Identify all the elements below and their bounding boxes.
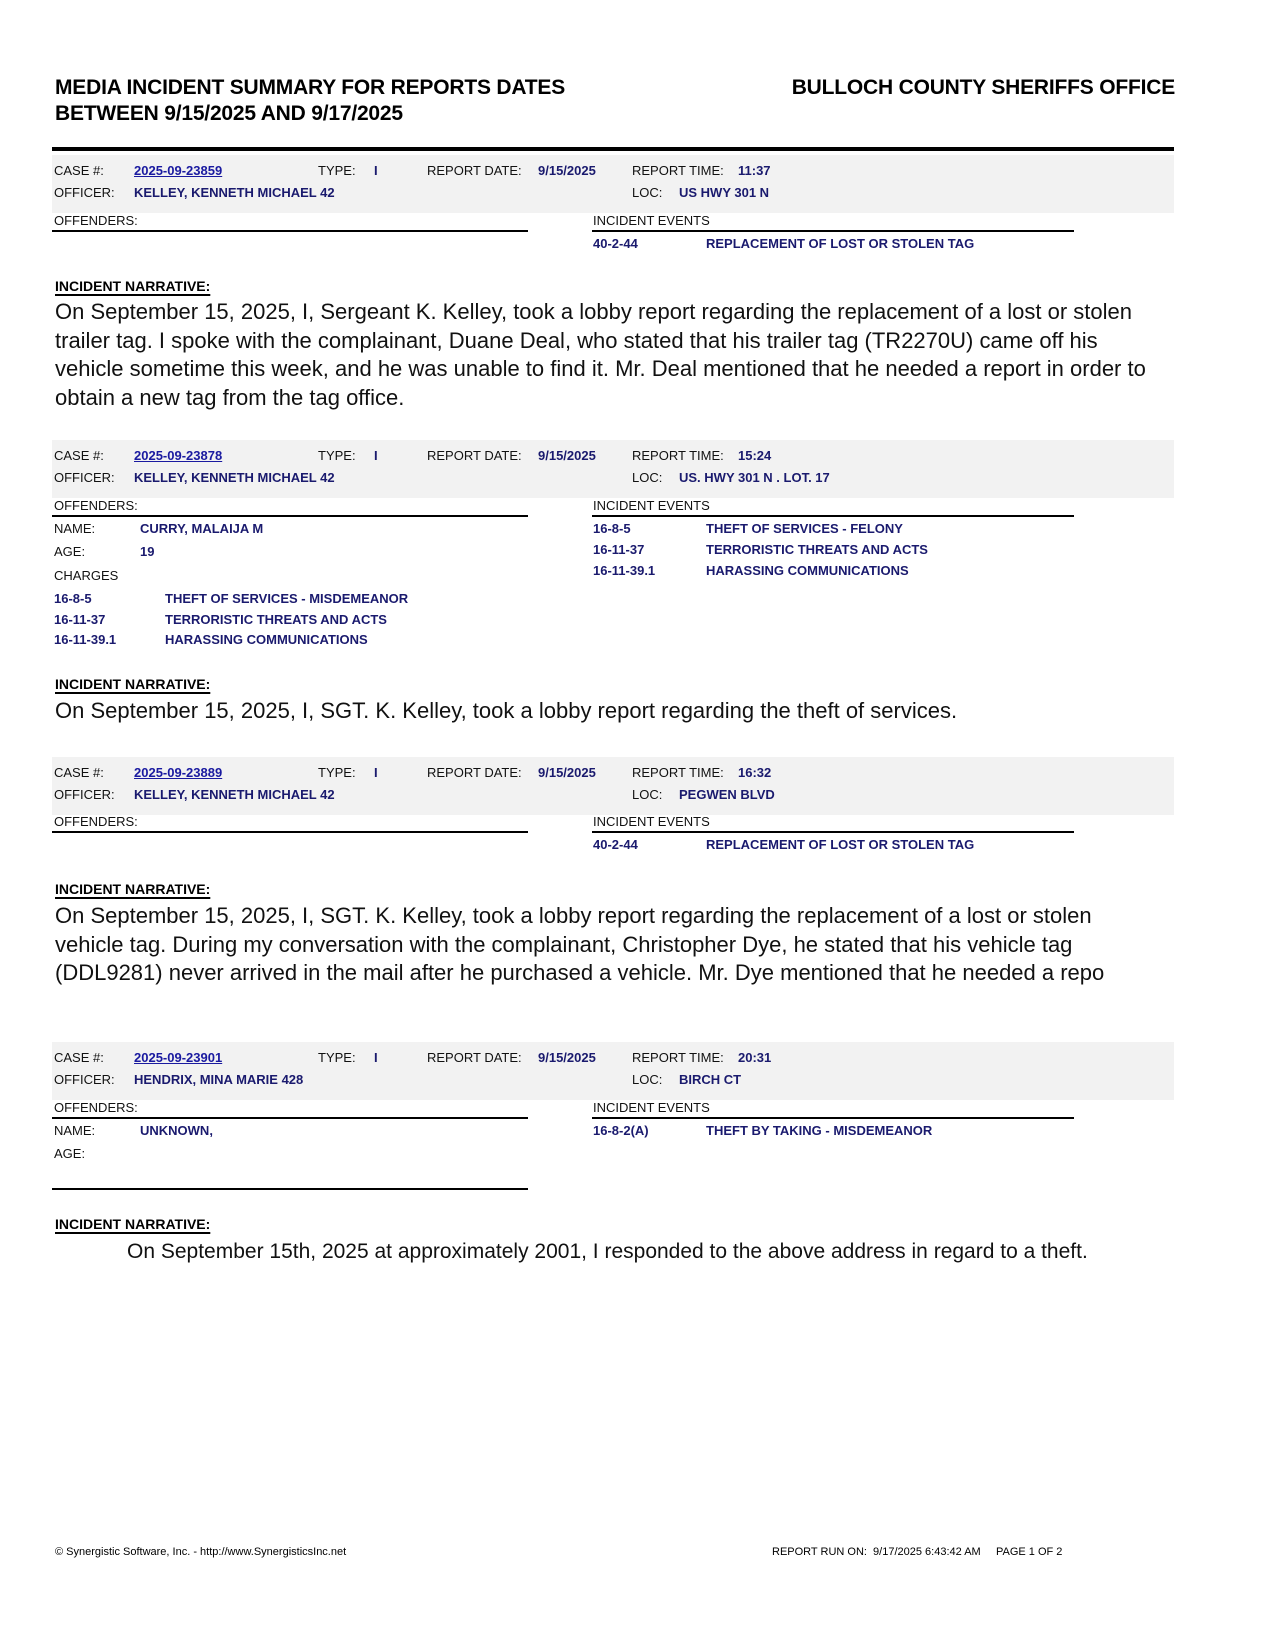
report-date-value: 9/15/2025 (538, 765, 596, 780)
event-code: 16-8-2(A) (593, 1123, 649, 1138)
event-description: TERRORISTIC THREATS AND ACTS (706, 542, 928, 557)
charge-code: 16-8-5 (54, 591, 92, 606)
incident-events-label: INCIDENT EVENTS (593, 498, 710, 513)
offenders-divider (52, 1117, 528, 1119)
officer-label: OFFICER: (54, 185, 115, 200)
report-time-label: REPORT TIME: (632, 765, 724, 780)
report-date-label: REPORT DATE: (427, 163, 522, 178)
event-code: 16-11-39.1 (593, 563, 656, 578)
type-label: TYPE: (318, 1050, 356, 1065)
report-date-label: REPORT DATE: (427, 765, 522, 780)
event-description: THEFT OF SERVICES - FELONY (706, 521, 903, 536)
type-label: TYPE: (318, 163, 356, 178)
report-time-label: REPORT TIME: (632, 448, 724, 463)
officer-value: KELLEY, KENNETH MICHAEL 42 (134, 185, 335, 200)
case-number-label: CASE #: (54, 448, 104, 463)
event-code: 40-2-44 (593, 236, 638, 251)
events-divider (592, 1117, 1074, 1119)
type-label: TYPE: (318, 448, 356, 463)
report-time-value: 20:31 (738, 1050, 772, 1065)
incident-events-label: INCIDENT EVENTS (593, 213, 710, 228)
narrative-text: On September 15th, 2025 at approximately 2001, I responded to the above address in regard to a theft. (127, 1240, 1088, 1263)
offenders-label: OFFENDERS: (54, 1100, 138, 1115)
charge-description: TERRORISTIC THREATS AND ACTS (165, 612, 387, 627)
event-code: 16-8-5 (593, 521, 631, 536)
events-divider (592, 230, 1074, 232)
offender-age: 19 (140, 544, 155, 559)
officer-value: KELLEY, KENNETH MICHAEL 42 (134, 787, 335, 802)
type-value: I (374, 448, 378, 463)
offenders-label: OFFENDERS: (54, 213, 138, 228)
offenders-label: OFFENDERS: (54, 498, 138, 513)
location-value: PEGWEN BLVD (679, 787, 775, 802)
report-time-value: 15:24 (738, 448, 772, 463)
narrative-label: INCIDENT NARRATIVE: (55, 278, 211, 294)
case-number-label: CASE #: (54, 765, 104, 780)
offender-name-label: NAME: (54, 521, 96, 536)
offender-name-label: NAME: (54, 1123, 96, 1138)
officer-label: OFFICER: (54, 787, 115, 802)
report-date-label: REPORT DATE: (427, 1050, 522, 1065)
report-time-value: 16:32 (738, 765, 772, 780)
report-title-line2: BETWEEN 9/15/2025 AND 9/17/2025 (55, 102, 403, 125)
footer-copyright: © Synergistic Software, Inc. - http://www.SynergisticsInc.net (55, 1546, 347, 1558)
events-divider (592, 515, 1074, 517)
charge-code: 16-11-39.1 (54, 632, 117, 647)
report-date-value: 9/15/2025 (538, 448, 596, 463)
narrative-label: INCIDENT NARRATIVE: (55, 676, 211, 692)
agency-name: BULLOCH COUNTY SHERIFFS OFFICE (791, 76, 1175, 99)
type-label: TYPE: (318, 765, 356, 780)
location-label: LOC: (632, 787, 663, 802)
narrative-text: On September 15, 2025, I, Sergeant K. Kelley, took a lobby report regarding the replacement of a lost or stolen trailer tag. I spoke with the complainant, Duane Deal, who stated that his trailer tag (TR2270U) came off his vehicle sometime this week, and he was unable to find it. Mr. Deal mentioned that he needed a report in order to obtain a new tag from the tag office. (55, 299, 1146, 410)
narrative-text: On September 15, 2025, I, SGT. K. Kelley, took a lobby report regarding the replacement of a lost or stolen vehicle tag. During my conversation with the complainant, Christopher Dye, he stated that his vehicle tag (DDL9281) never arrived in the mail after he purchased a vehicle. Mr. Dye mentioned that he needed a repo (55, 903, 1105, 985)
report-time-label: REPORT TIME: (632, 1050, 724, 1065)
report-date-label: REPORT DATE: (427, 448, 522, 463)
incident-events-label: INCIDENT EVENTS (593, 1100, 710, 1115)
offenders-divider (52, 230, 528, 232)
report-date-value: 9/15/2025 (538, 1050, 596, 1065)
report-title-line1: MEDIA INCIDENT SUMMARY FOR REPORTS DATES (55, 76, 566, 99)
event-description: REPLACEMENT OF LOST OR STOLEN TAG (706, 837, 975, 852)
case-number-label: CASE #: (54, 1050, 104, 1065)
charges-label: CHARGES (54, 568, 119, 583)
event-description: HARASSING COMMUNICATIONS (706, 563, 909, 578)
case-number-label: CASE #: (54, 163, 104, 178)
footer-report-run: REPORT RUN ON: 9/17/2025 6:43:42 AM PAGE 1 OF 2 (772, 1546, 1063, 1558)
charge-description: HARASSING COMMUNICATIONS (165, 632, 368, 647)
type-value: I (374, 1050, 378, 1065)
offender-age-label: AGE: (54, 544, 86, 559)
location-value: US HWY 301 N (679, 185, 770, 200)
location-label: LOC: (632, 185, 663, 200)
officer-label: OFFICER: (54, 470, 115, 485)
offender-age-label: AGE: (54, 1146, 86, 1161)
offender-name: UNKNOWN, (140, 1123, 213, 1138)
header-divider (52, 147, 1174, 151)
narrative-label: INCIDENT NARRATIVE: (55, 881, 211, 897)
location-label: LOC: (632, 470, 663, 485)
location-value: US. HWY 301 N . LOT. 17 (679, 470, 830, 485)
case-number-link[interactable]: 2025-09-23901 (134, 1050, 223, 1065)
incident-events-label: INCIDENT EVENTS (593, 814, 710, 829)
type-value: I (374, 765, 378, 780)
offenders-end-divider (52, 1188, 528, 1190)
offenders-divider (52, 831, 528, 833)
offenders-divider (52, 515, 528, 517)
narrative-label: INCIDENT NARRATIVE: (55, 1216, 211, 1232)
officer-label: OFFICER: (54, 1072, 115, 1087)
report-title (55, 75, 565, 127)
case-number-link[interactable]: 2025-09-23878 (134, 448, 223, 463)
offender-name: CURRY, MALAIJA M (140, 521, 264, 536)
location-value: BIRCH CT (679, 1072, 742, 1087)
offenders-label: OFFENDERS: (54, 814, 138, 829)
event-description: THEFT BY TAKING - MISDEMEANOR (706, 1123, 933, 1138)
officer-value: KELLEY, KENNETH MICHAEL 42 (134, 470, 335, 485)
type-value: I (374, 163, 378, 178)
charge-description: THEFT OF SERVICES - MISDEMEANOR (165, 591, 409, 606)
officer-value: HENDRIX, MINA MARIE 428 (134, 1072, 304, 1087)
location-label: LOC: (632, 1072, 663, 1087)
report-date-value: 9/15/2025 (538, 163, 596, 178)
case-number-link[interactable]: 2025-09-23889 (134, 765, 223, 780)
report-time-label: REPORT TIME: (632, 163, 724, 178)
event-code: 16-11-37 (593, 542, 645, 557)
event-code: 40-2-44 (593, 837, 638, 852)
charge-code: 16-11-37 (54, 612, 106, 627)
report-time-value: 11:37 (738, 163, 771, 178)
case-number-link[interactable]: 2025-09-23859 (134, 163, 223, 178)
event-description: REPLACEMENT OF LOST OR STOLEN TAG (706, 236, 975, 251)
narrative-text: On September 15, 2025, I, SGT. K. Kelley, took a lobby report regarding the theft of services. (55, 698, 958, 723)
events-divider (592, 831, 1074, 833)
